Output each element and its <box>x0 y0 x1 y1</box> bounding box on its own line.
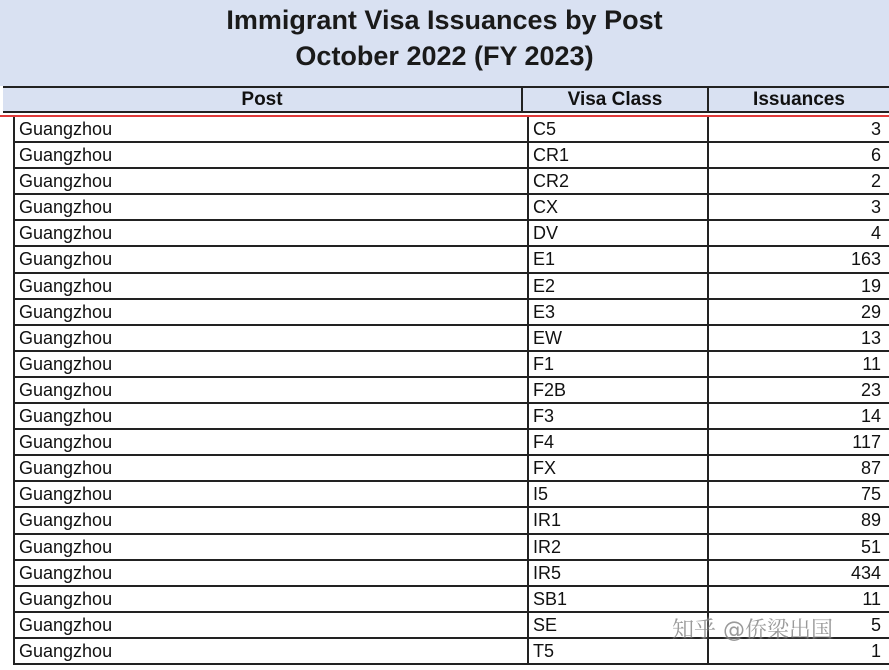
cell-post: Guangzhou <box>15 561 529 585</box>
cell-visa-class: C5 <box>529 117 709 141</box>
table-row <box>15 508 889 534</box>
cell-issuances: 75 <box>860 484 881 505</box>
table-row <box>15 274 889 300</box>
cell-post: Guangzhou <box>15 535 529 559</box>
column-header-post: Post <box>3 88 523 111</box>
cell-issuances: 89 <box>860 510 881 531</box>
cell-issuances: 3 <box>870 119 881 139</box>
cell-visa-class: CR2 <box>529 169 709 193</box>
table-row <box>15 117 889 143</box>
cell-issuances: 29 <box>860 301 881 322</box>
cell-post: Guangzhou <box>15 247 529 271</box>
cell-post: Guangzhou <box>15 482 529 506</box>
cell-visa-class: DV <box>529 221 709 245</box>
cell-issuances: 19 <box>860 275 881 296</box>
cell-issuances: 1 <box>870 640 881 661</box>
cell-visa-class: SE <box>529 613 709 637</box>
cell-visa-class: E1 <box>529 247 709 271</box>
cell-issuances: 11 <box>862 588 881 609</box>
cell-visa-class: CR1 <box>529 143 709 167</box>
cell-visa-class: I5 <box>529 482 709 506</box>
cell-post: Guangzhou <box>15 587 529 611</box>
cell-issuances: 14 <box>860 406 881 427</box>
cell-visa-class: IR2 <box>529 535 709 559</box>
page-title: Immigrant Visa Issuances by Post <box>226 5 663 35</box>
cell-post: Guangzhou <box>15 117 529 141</box>
cell-issuances: 13 <box>860 327 881 348</box>
table-row <box>15 352 889 378</box>
cell-issuances: 6 <box>870 145 881 166</box>
cell-post: Guangzhou <box>15 143 529 167</box>
cell-post: Guangzhou <box>15 508 529 532</box>
cell-visa-class: IR5 <box>529 561 709 585</box>
table-row <box>15 300 889 326</box>
cell-post: Guangzhou <box>15 221 529 245</box>
table-row <box>15 221 889 247</box>
cell-issuances: 11 <box>862 353 881 374</box>
cell-issuances: 5 <box>870 614 881 635</box>
table-row <box>15 456 889 482</box>
cell-issuances: 434 <box>850 562 881 583</box>
table-row <box>15 587 889 613</box>
table-row <box>15 247 889 273</box>
table-row <box>15 169 889 195</box>
column-header-visa-class: Visa Class <box>523 88 709 111</box>
cell-post: Guangzhou <box>15 639 529 663</box>
table-row <box>15 326 889 352</box>
cell-post: Guangzhou <box>15 274 529 298</box>
cell-post: Guangzhou <box>15 195 529 219</box>
cell-visa-class: F1 <box>529 352 709 376</box>
cell-issuances: 4 <box>870 223 881 244</box>
cell-post: Guangzhou <box>15 613 529 637</box>
page-subtitle: October 2022 (FY 2023) <box>295 41 594 71</box>
cell-post: Guangzhou <box>15 169 529 193</box>
cell-visa-class: F4 <box>529 430 709 454</box>
cell-visa-class: F3 <box>529 404 709 428</box>
cell-post: Guangzhou <box>15 378 529 402</box>
cell-visa-class: IR1 <box>529 508 709 532</box>
table-row <box>15 561 889 587</box>
cell-visa-class: CX <box>529 195 709 219</box>
cell-visa-class: E2 <box>529 274 709 298</box>
column-header-issuances: Issuances <box>753 89 845 110</box>
table-row <box>15 430 889 456</box>
cell-issuances: 3 <box>870 197 881 218</box>
cell-visa-class: T5 <box>529 639 709 663</box>
cell-post: Guangzhou <box>15 456 529 480</box>
table-row <box>15 482 889 508</box>
cell-issuances: 117 <box>852 432 881 453</box>
cell-issuances: 2 <box>870 171 881 192</box>
table-row <box>15 143 889 169</box>
watermark: 知乎 @侨梁出国 <box>672 618 833 643</box>
table-body <box>13 117 889 665</box>
cell-visa-class: E3 <box>529 300 709 324</box>
title-band <box>0 0 889 86</box>
cell-post: Guangzhou <box>15 326 529 350</box>
cell-post: Guangzhou <box>15 352 529 376</box>
table-row <box>15 195 889 221</box>
table-row <box>15 404 889 430</box>
cell-visa-class: EW <box>529 326 709 350</box>
cell-visa-class: FX <box>529 456 709 480</box>
cell-issuances: 87 <box>860 458 881 479</box>
cell-visa-class: SB1 <box>529 587 709 611</box>
cell-post: Guangzhou <box>15 430 529 454</box>
table-row <box>15 378 889 404</box>
cell-post: Guangzhou <box>15 404 529 428</box>
table-row <box>15 535 889 561</box>
cell-post: Guangzhou <box>15 300 529 324</box>
table-header <box>3 86 889 113</box>
cell-issuances: 163 <box>850 249 881 270</box>
cell-issuances: 23 <box>860 379 881 400</box>
cell-issuances: 51 <box>860 536 881 557</box>
cell-visa-class: F2B <box>529 378 709 402</box>
